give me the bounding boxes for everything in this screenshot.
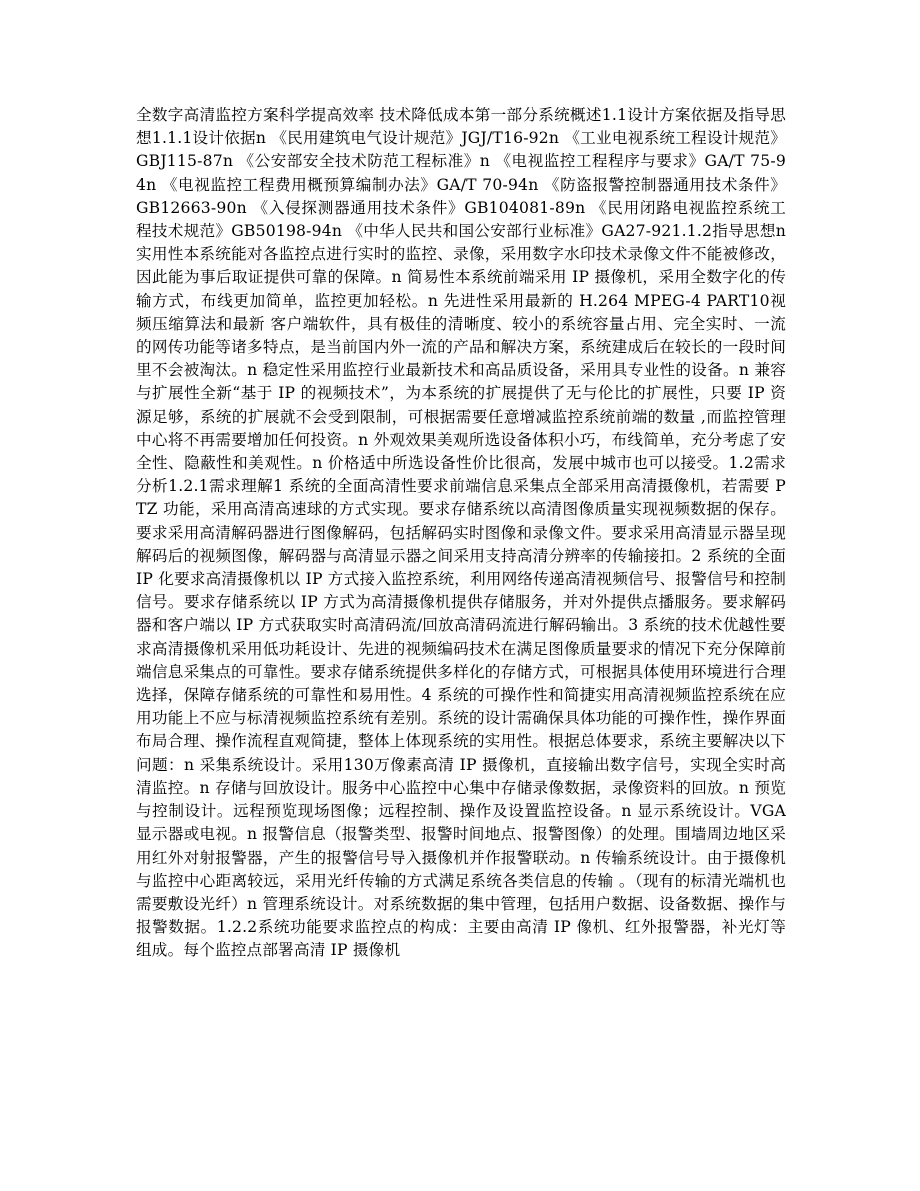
body-paragraph: 全数字高清监控方案科学提高效率 技术降低成本第一部分系统概述1.1设计方案依据及指导思想1.1.1设计依据n 《民用建筑电气设计规范》JGJ/T16-92n 《工业电视系统工程设计规范》GBJ115-87n 《公安部安全技术防范工程标准》n 《电视监控工程程序与要求》GA/T 75-94n 《电视监控工程费用概预算编制办法》GA/T 70-94n 《防盗报警控制器通用技术条件》GB12663-90n 《入侵探测器通用技术条件》GB104081-89n 《民用闭路电视监控系统工程技术规范》GB50198-94n 《中华人民共和国公安部行业标准》GA27-921.1.2指导思想n 实用性本系统能对各监控点进行实时的监控、录像，采用数字水印技术录像文件不能被修改，因此能为事后取证提供可靠的保障。n 简易性本系统前端采用 IP 摄像机，采用全数字化的传输方式，布线更加简单，监控更加轻松。n 先进性采用最新的 H.264 MPEG-4 PART10视频压缩算法和最新 客户端软件，具有极佳的清晰度、较小的系统容量占用、完全实时、一流的网传功能等诸多特点，是当前国内外一流的产品和解决方案，系统建成后在较长的一段时间里不会被淘汰。n 稳定性采用监控行业最新技术和高品质设备，采用具专业性的设备。n 兼容与扩展性全新“基于 IP 的视频技术”，为本系统的扩展提供了无与伦比的扩展性，只要 IP 资源足够，系统的扩展就不会受到限制，可根据需要任意增减监控系统前端的数量 ,而监控管理中心将不再需要增加任何投资。n 外观效果美观所选设备体积小巧，布线简单，充分考虑了安全性、隐蔽性和美观性。n 价格适中所选设备性价比很高，发展中城市也可以接受。1.2需求分析1.2.1需求理解1 系统的全面高清性要求前端信息采集点全部采用高清摄像机，若需要 PTZ 功能，采用高清高速球的方式实现。要求存储系统以高清图像质量实现视频数据的保存。要求采用高清解码器进行图像解码，包括解码实时图像和录像文件。要求采用高清显示器呈现解码后的视频图像，解码器与高清显示器之间采用支持高清分辨率的传输接扣。2 系统的全面 IP 化要求高清摄像机以 IP 方式接入监控系统，利用网络传递高清视频信号、报警信号和控制信号。要求存储系统以 IP 方式为高清摄像机提供存储服务，并对外提供点播服务。要求解码器和客户端以 IP 方式获取实时高清码流/回放高清码流进行解码输出。3 系统的技术优越性要求高清摄像机采用低功耗设计、先进的视频编码技术在满足图像质量要求的情况下充分保障前端信息采集点的可靠性。要求存储系统提供多样化的存储方式，可根据具体使用环境进行合理选择，保障存储系统的可靠性和易用性。4 系统的可操作性和简捷实用高清视频监控系统在应用功能上不应与标清视频监控系统有差别。系统的设计需确保具体功能的可操作性，操作界面布局合理、操作流程直观简捷，整体上体现系统的实用性。根据总体要求，系统主要解决以下问题：n 采集系统设计。采用130万像素高清 IP 摄像机，直接输出数字信号，实现全实时高清监控。n 存储与回放设计。服务中心监控中心集中存储录像数据，录像资料的回放。n 预览与控制设计。远程预览现场图像；远程控制、操作及设置监控设备。n 显示系统设计。VGA 显示器或电视。n 报警信息（报警类型、报警时间地点、报警图像）的处理。围墙周边地区采用红外对射报警器，产生的报警信号导入摄像机并作报警联动。n 传输系统设计。由于摄像机与监控中心距离较远，采用光纤传输的方式满足系统各类信息的传输 。（现有的标清光端机也需要敷设光纤）n 管理系统设计。对系统数据的集中管理，包括用户数据、设备数据、操作与报警数据。1.2.2系统功能要求监控点的构成：主要由高清 IP 像机、红外报警器，补光灯等组成。每个监控点部署高清 IP 摄像机 <box>136 106 786 960</box>
document-body <box>136 104 786 963</box>
